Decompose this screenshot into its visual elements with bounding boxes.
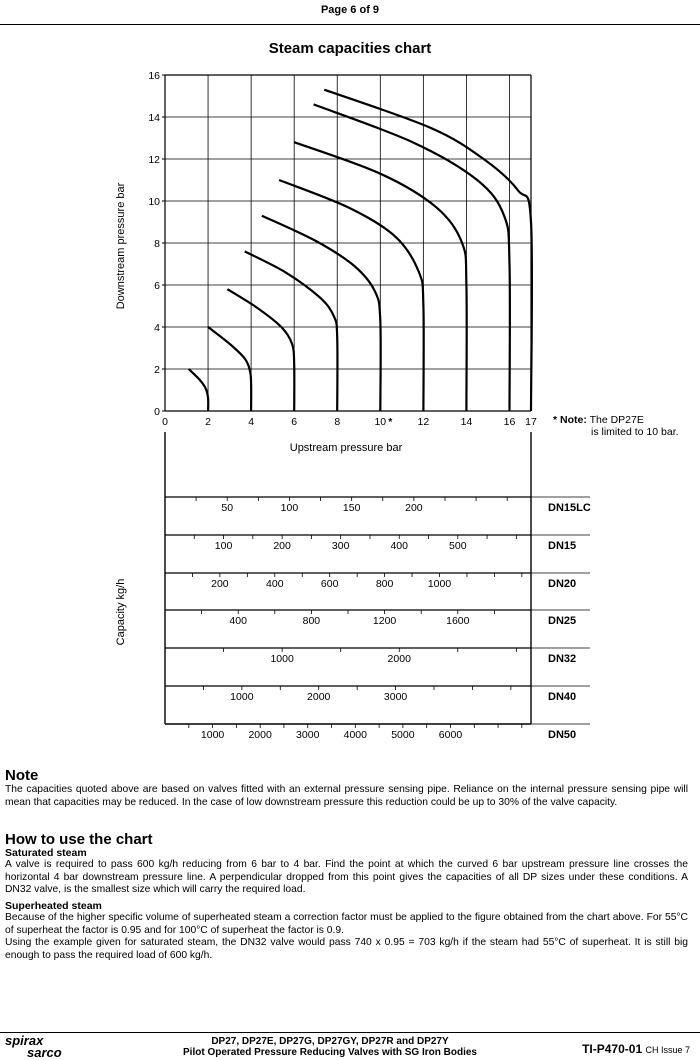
curve-12-bar bbox=[279, 180, 424, 411]
footer-title-1: DP27, DP27E, DP27G, DP27GY, DP27R and DP27Y bbox=[211, 1036, 449, 1047]
chart-title: Steam capacities chart bbox=[268, 40, 432, 57]
capacity-tick-label: 4000 bbox=[343, 729, 367, 741]
chart-grid bbox=[162, 75, 531, 411]
doc-code: TI-P470-01 bbox=[582, 1042, 643, 1056]
note-star-text-1: The DP27E bbox=[589, 414, 644, 426]
capacity-tick-label: 800 bbox=[302, 615, 321, 627]
superheated-text-1: Because of the higher specific volume of superheated steam a correction factor must be applied to the figure obtained from the chart above. For 55°C of superheat the factor is 0.95 and for 100°C of superheat the factor is 0.9. bbox=[5, 912, 688, 936]
y-tick-label: 12 bbox=[148, 154, 160, 166]
capacity-tick-label: 100 bbox=[280, 502, 299, 514]
capacity-tick-label: 100 bbox=[214, 540, 233, 552]
note-text: The capacities quoted above are based on valves fitted with an external pressure sensing pipe. Reliance on the internal pressure sensing pipe will mean that capacities may be reduced. In the case of low downstream pressure this reduction could be up to 30% of the valve capacity. bbox=[5, 784, 688, 808]
footer-rule bbox=[0, 1032, 700, 1033]
spirax-sarco-logo bbox=[5, 1035, 62, 1059]
x-tick-label: 4 bbox=[248, 416, 255, 428]
y-tick-label: 6 bbox=[154, 280, 160, 292]
capacity-tick-label: 400 bbox=[390, 540, 409, 552]
y-tick-label: 16 bbox=[148, 70, 160, 82]
capacity-tick-label: 400 bbox=[229, 615, 247, 627]
capacity-scales bbox=[165, 432, 591, 741]
y-tick-label: 14 bbox=[148, 112, 160, 124]
capacity-tick-label: 2000 bbox=[307, 691, 331, 703]
capacity-tick-label: 50 bbox=[221, 502, 234, 514]
valve-label-DN40: DN40 bbox=[548, 691, 577, 703]
curve-8-bar bbox=[245, 251, 338, 411]
capacity-tick-label: 1000 bbox=[230, 691, 254, 703]
capacity-tick-label: 200 bbox=[405, 502, 423, 514]
valve-label-DN50: DN50 bbox=[548, 729, 577, 741]
logo-line-1: spirax bbox=[5, 1033, 44, 1048]
valve-label-DN25: DN25 bbox=[548, 615, 577, 627]
y-axis-label: Downstream pressure bar bbox=[115, 182, 127, 310]
note-heading: Note bbox=[5, 767, 39, 784]
capacity-tick-label: 500 bbox=[449, 540, 467, 552]
saturated-text: A valve is required to pass 600 kg/h reducing from 6 bar to 4 bar. Find the point at which the curved 6 bar upstream pressure line crosses the horizontal 4 bar downstream pressure line. A perpendicular dropped from this point gives the capacities of all DP sizes under these conditions. A DN32 valve, is the smallest size which will carry the required load. bbox=[5, 859, 688, 896]
x-axis-label: Upstream pressure bar bbox=[289, 442, 403, 454]
footer-title-2: Pilot Operated Pressure Reducing Valves with SG Iron Bodies bbox=[183, 1047, 477, 1058]
capacity-tick-label: 1200 bbox=[372, 615, 397, 627]
x-tick-label: 17 bbox=[525, 416, 537, 428]
y-tick-label: 0 bbox=[154, 406, 160, 418]
valve-label-DN15: DN15 bbox=[548, 540, 577, 552]
capacity-tick-label: 300 bbox=[331, 540, 350, 552]
y-tick-label: 2 bbox=[154, 364, 160, 376]
x-tick-label: 12 bbox=[417, 416, 430, 428]
superheated-heading: Superheated steam bbox=[5, 900, 102, 912]
dp27e-note bbox=[553, 414, 679, 438]
capacity-tick-label: 2000 bbox=[387, 653, 411, 665]
capacity-tick-label: 200 bbox=[273, 540, 291, 552]
x-tick-labels bbox=[162, 416, 537, 428]
valve-label-DN20: DN20 bbox=[548, 578, 577, 590]
capacity-tick-label: 2000 bbox=[248, 729, 272, 741]
capacity-tick-label: 200 bbox=[211, 578, 229, 590]
note-star-text-2: is limited to 10 bar. bbox=[591, 426, 679, 438]
x-tick-label: 10 bbox=[374, 416, 387, 428]
x-tick-label: 16 bbox=[503, 416, 516, 428]
capacity-tick-label: 1600 bbox=[446, 615, 470, 627]
capacity-tick-label: 150 bbox=[342, 502, 361, 514]
capacity-tick-label: 1000 bbox=[270, 653, 294, 665]
doc-issue: CH Issue 7 bbox=[645, 1045, 690, 1055]
saturated-heading: Saturated steam bbox=[5, 847, 87, 859]
x-tick-label: 8 bbox=[334, 416, 341, 428]
x-tick-star: * bbox=[388, 416, 393, 428]
capacity-tick-label: 5000 bbox=[391, 729, 415, 741]
note-star-label: * Note: bbox=[553, 414, 587, 426]
capacity-tick-label: 400 bbox=[266, 578, 284, 590]
y-tick-labels bbox=[148, 70, 160, 418]
valve-label-DN32: DN32 bbox=[548, 653, 577, 665]
capacity-tick-label: 1000 bbox=[200, 729, 225, 741]
y-tick-label: 4 bbox=[154, 322, 160, 334]
pressure-curves bbox=[189, 90, 532, 411]
valve-label-DN15LC: DN15LC bbox=[548, 502, 591, 514]
footer-title bbox=[150, 1036, 510, 1058]
capacity-tick-label: 1000 bbox=[427, 578, 452, 590]
x-tick-label: 14 bbox=[460, 416, 473, 428]
x-tick-label: 0 bbox=[162, 416, 168, 428]
y-tick-label: 10 bbox=[148, 196, 160, 208]
capacity-axis-label: Capacity kg/h bbox=[115, 578, 127, 646]
curve-10-bar bbox=[262, 216, 381, 411]
x-tick-label: 2 bbox=[205, 416, 211, 428]
capacity-tick-label: 800 bbox=[375, 578, 394, 590]
x-tick-label: 6 bbox=[291, 416, 298, 428]
page-number: Page 6 of 9 bbox=[320, 4, 380, 16]
capacity-tick-label: 6000 bbox=[438, 729, 463, 741]
y-tick-label: 8 bbox=[154, 238, 160, 250]
curve-2-bar bbox=[189, 369, 209, 411]
logo-line-2: sarco bbox=[27, 1045, 62, 1060]
capacity-tick-label: 3000 bbox=[383, 691, 408, 703]
capacity-tick-label: 3000 bbox=[296, 729, 320, 741]
capacity-tick-label: 600 bbox=[320, 578, 339, 590]
curve-17-bar bbox=[324, 90, 532, 411]
footer-code bbox=[582, 1042, 690, 1056]
howto-heading: How to use the chart bbox=[5, 831, 153, 848]
superheated-text-2: Using the example given for saturated steam, the DN32 valve would pass 740 x 0.95 = 703 kg/h if the steam had 55°C of superheat. It is still big enough to pass the required load of 600 kg/h. bbox=[5, 937, 688, 961]
